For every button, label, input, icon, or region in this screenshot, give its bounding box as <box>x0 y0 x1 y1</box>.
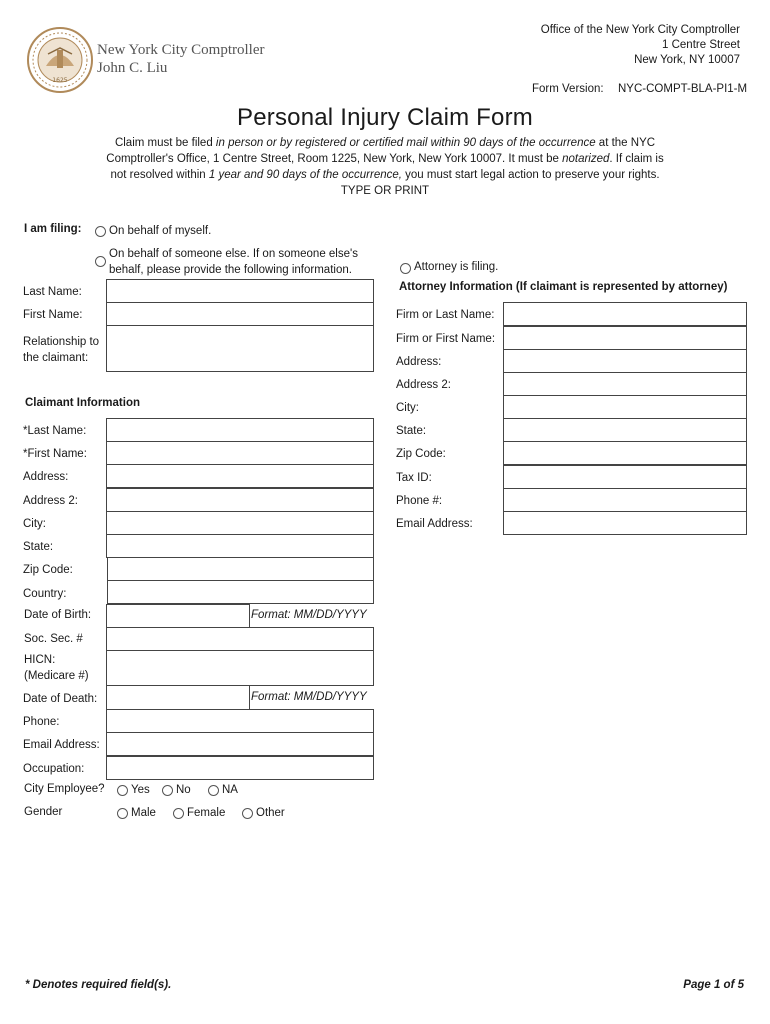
claimant-hicn-label: HICN: (Medicare #) <box>24 654 89 682</box>
claimant-country-label: Country: <box>23 588 67 600</box>
radio-filing-other[interactable] <box>95 256 106 267</box>
claimant-heading: Claimant Information <box>25 397 141 409</box>
gender-female-label: Female <box>187 807 226 819</box>
claimant-state-label: State: <box>23 541 54 553</box>
form-version-value: NYC-COMPT-BLA-PI1-M <box>618 83 748 95</box>
attorney-field-label: Address 2: <box>396 379 451 391</box>
attorney-field-label: Firm or Last Name: <box>396 309 495 321</box>
gender-other-label: Other <box>256 807 285 819</box>
svg-text:1625: 1625 <box>52 77 68 84</box>
intro-text: Claim must be filed in person or by registered or certified mail within 90 days of the occurrence at the NYC Comptroller's Office, 1 Centre Street, Room 1225, New York, New York 10007. It must be notarized. If claim is not resolved within 1 year and 90 days of the occurrence, you must start legal action to preserve your rights. TYPE OR PRINT <box>106 137 664 197</box>
claimant-occupation-input[interactable] <box>106 756 374 780</box>
claimant-dod-label: Date of Death: <box>23 693 98 705</box>
office-line-3: New York, NY 10007 <box>634 54 740 66</box>
attorney-field-input[interactable] <box>503 326 747 350</box>
attorney-field-label: Tax ID: <box>396 472 432 484</box>
claimant-dod-input[interactable] <box>106 686 250 710</box>
radio-city-employee-yes[interactable] <box>117 785 128 796</box>
claimant-city-label: City: <box>23 518 46 530</box>
radio-gender-other[interactable] <box>242 808 253 819</box>
attorney-field-label: State: <box>396 425 427 437</box>
logo <box>26 26 94 99</box>
logo-subtitle: John C. Liu <box>97 60 168 76</box>
form-version-label: Form Version: <box>532 83 604 95</box>
claimant-first-name-input[interactable] <box>106 441 374 465</box>
page-number: Page 1 of 5 <box>683 979 744 991</box>
claimant-email-input[interactable] <box>106 732 374 756</box>
gender-male-label: Male <box>131 807 156 819</box>
filing-attorney-label: Attorney is filing. <box>414 261 499 273</box>
filing-self-label: On behalf of myself. <box>109 225 212 237</box>
rep-last-name-input[interactable] <box>106 279 374 303</box>
claimant-email-label: Email Address: <box>23 739 100 751</box>
attorney-field-label: Phone #: <box>396 495 443 507</box>
city-employee-label: City Employee? <box>24 783 105 795</box>
attorney-heading: Attorney Information (If claimant is represented by attorney) <box>399 281 728 293</box>
attorney-field-label: City: <box>396 402 419 414</box>
logo-title: New York City Comptroller <box>97 42 265 58</box>
city-employee-no-label: No <box>176 784 191 796</box>
attorney-field-input[interactable] <box>503 465 747 489</box>
city-seal-icon <box>26 26 94 94</box>
radio-city-employee-no[interactable] <box>162 785 173 796</box>
radio-gender-female[interactable] <box>173 808 184 819</box>
rep-relationship-label: Relationship to the claimant: <box>23 336 100 364</box>
rep-first-name-label: First Name: <box>23 309 83 321</box>
filing-other-label: On behalf of someone else. If on someone else's behalf, please provide the following information. <box>109 248 358 276</box>
attorney-field-label: Email Address: <box>396 518 473 530</box>
claimant-hicn-input[interactable] <box>106 650 374 686</box>
attorney-field-label: Address: <box>396 356 442 368</box>
attorney-field-input[interactable] <box>503 349 747 373</box>
claimant-city-input[interactable] <box>106 511 374 535</box>
rep-relationship-input[interactable] <box>106 325 374 372</box>
claimant-first-name-label: *First Name: <box>23 448 87 460</box>
claimant-address-input[interactable] <box>106 464 374 488</box>
claimant-zip-label: Zip Code: <box>23 564 73 576</box>
claimant-dod-format: Format: MM/DD/YYYY <box>251 691 367 703</box>
attorney-field-input[interactable] <box>503 488 747 512</box>
claimant-address2-input[interactable] <box>106 488 374 512</box>
attorney-field-input[interactable] <box>503 441 747 465</box>
radio-filing-self[interactable] <box>95 226 106 237</box>
claimant-last-name-label: *Last Name: <box>23 425 87 437</box>
claimant-last-name-input[interactable] <box>106 418 374 442</box>
claimant-country-input[interactable] <box>107 580 374 604</box>
claimant-address2-label: Address 2: <box>23 495 78 507</box>
required-note: * Denotes required field(s). <box>25 979 172 991</box>
attorney-field-label: Firm or First Name: <box>396 333 496 345</box>
attorney-field-input[interactable] <box>503 372 747 396</box>
radio-gender-male[interactable] <box>117 808 128 819</box>
rep-first-name-input[interactable] <box>106 302 374 326</box>
claimant-dob-label: Date of Birth: <box>24 609 92 621</box>
office-line-2: 1 Centre Street <box>662 39 740 51</box>
office-line-1: Office of the New York City Comptroller <box>540 24 740 36</box>
claimant-ssn-input[interactable] <box>106 627 374 651</box>
claimant-ssn-label: Soc. Sec. # <box>24 633 83 645</box>
claimant-dob-input[interactable] <box>106 604 250 628</box>
radio-city-employee-na[interactable] <box>208 785 219 796</box>
attorney-field-input[interactable] <box>503 511 747 535</box>
claimant-zip-input[interactable] <box>107 557 374 581</box>
claimant-address-label: Address: <box>23 471 69 483</box>
filing-label: I am filing: <box>24 223 82 235</box>
city-employee-yes-label: Yes <box>131 784 150 796</box>
claimant-phone-label: Phone: <box>23 716 60 728</box>
office-address <box>541 23 740 68</box>
attorney-field-input[interactable] <box>503 395 747 419</box>
attorney-field-input[interactable] <box>503 302 747 326</box>
page-title: Personal Injury Claim Form <box>237 104 533 131</box>
rep-last-name-label: Last Name: <box>23 286 82 298</box>
city-employee-na-label: NA <box>222 784 238 796</box>
claimant-occupation-label: Occupation: <box>23 763 85 775</box>
claimant-dob-format: Format: MM/DD/YYYY <box>251 609 367 621</box>
claimant-state-input[interactable] <box>106 534 374 558</box>
attorney-field-label: Zip Code: <box>396 448 446 460</box>
claimant-phone-input[interactable] <box>106 709 374 733</box>
gender-label: Gender <box>24 806 63 818</box>
attorney-field-input[interactable] <box>503 418 747 442</box>
radio-filing-attorney[interactable] <box>400 263 411 274</box>
